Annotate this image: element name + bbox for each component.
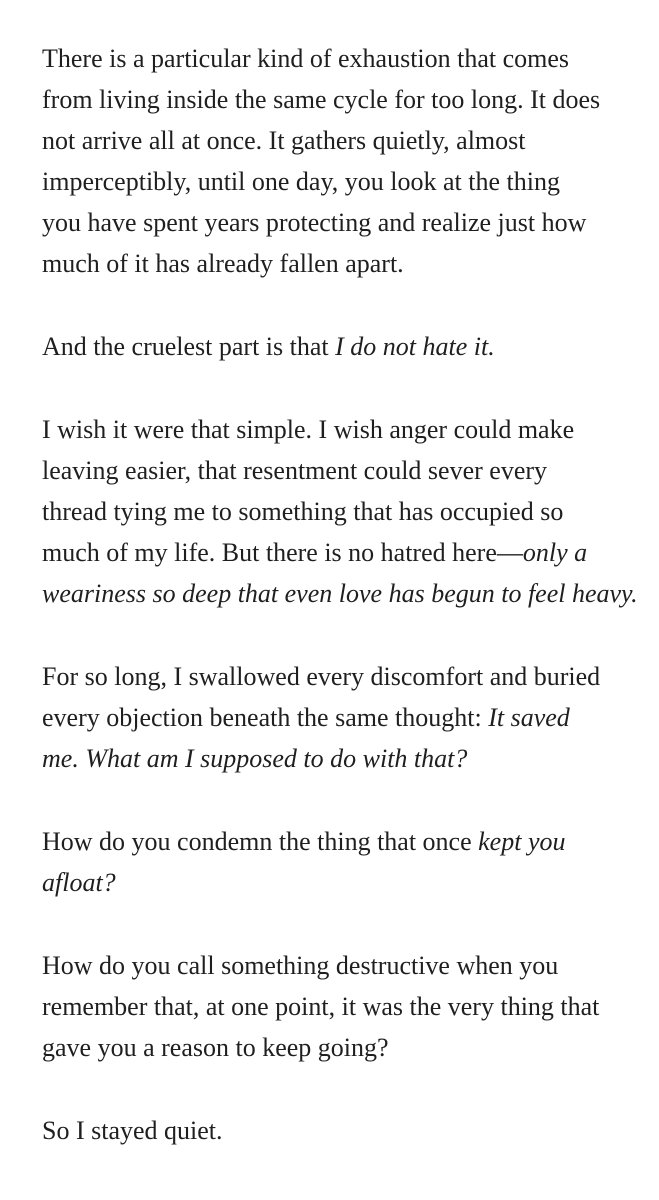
text-line [42,697,642,738]
text-line [42,573,642,614]
text-line: not arrive all at once. It gathers quietly, almost [42,126,526,155]
italic-text: me. What am I supposed to do with that? [42,744,468,773]
text-line: So I stayed quiet. [42,1116,223,1145]
paragraph-so-long [42,656,642,779]
italic-text: only a [522,538,588,567]
text-line: remember that, at one point, it was the very thing that [42,992,600,1021]
text-line: gave you a reason to keep going? [42,1033,389,1062]
text-line [42,532,642,573]
text-line: I wish it were that simple. I wish anger could make [42,415,575,444]
text-line [42,821,642,862]
text-line: thread tying me to something that has occupied so [42,497,564,526]
text-line: from living inside the same cycle for too long. It does [42,85,601,114]
paragraph-exhaustion [42,38,642,284]
text-line [42,326,642,367]
text-line: There is a particular kind of exhaustion that comes [42,44,570,73]
text-line: you have spent years protecting and realize just how [42,208,587,237]
paragraph-condemn [42,821,642,903]
essay-body [42,38,642,1151]
italic-text: afloat? [42,868,116,897]
text-line: leaving easier, that resentment could sever every [42,456,548,485]
text-line: much of it has already fallen apart. [42,249,404,278]
text-line: How do you call something destructive when you [42,951,559,980]
italic-text: It saved [488,703,570,732]
paragraph-destructive [42,945,642,1068]
paragraph-wish-simple [42,409,642,614]
paragraph-stayed-quiet [42,1110,642,1151]
text-span: How do you condemn the thing that once [42,827,479,856]
text-span: much of my life. But there is no hatred here— [42,538,523,567]
italic-text: weariness so deep that even love has begun to feel heavy. [42,579,638,608]
text-line: imperceptibly, until one day, you look at the thing [42,167,560,196]
paragraph-cruelest-part [42,326,642,367]
italic-text: I do not hate it. [335,332,495,361]
text-line [42,738,642,779]
text-line: For so long, I swallowed every discomfort and buried [42,662,601,691]
text-span: every objection beneath the same thought: [42,703,489,732]
italic-text: kept you [478,827,566,856]
text-line [42,862,642,903]
text-span: And the cruelest part is that [42,332,336,361]
